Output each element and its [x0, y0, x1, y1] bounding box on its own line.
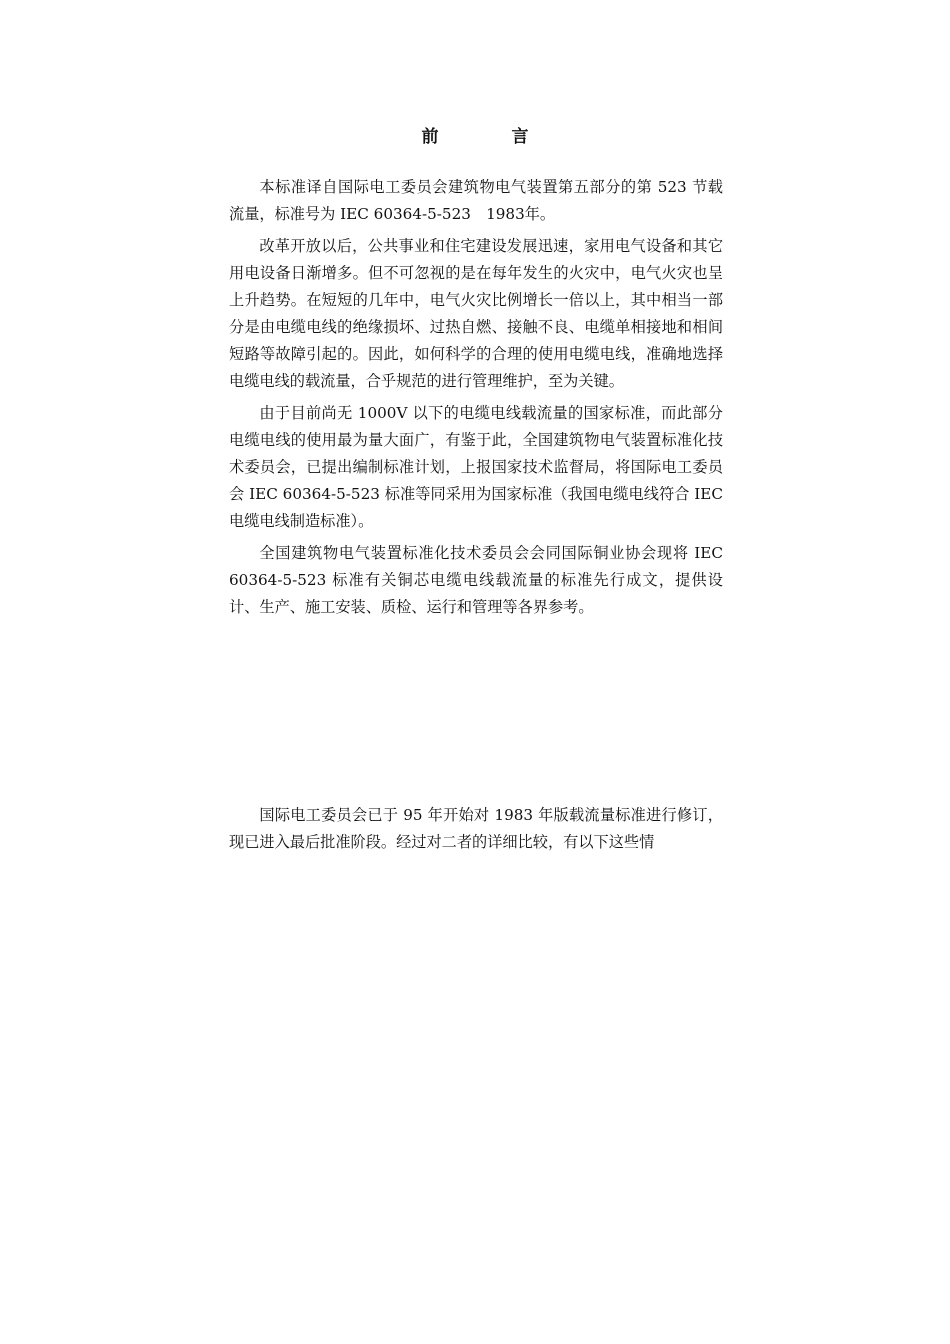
preface-body [229, 174, 723, 626]
page-title: 前 言 [421, 127, 557, 147]
paragraph-publication: 全国建筑物电气装置标准化技术委员会会同国际铜业协会现将 IEC 60364-5-523 标准有关铜芯电缆电线载流量的标准先行成文，提供设计、生产、施工安装、质检、运行和管理等各界参考。 [229, 544, 723, 616]
paragraph-background: 改革开放以后，公共事业和住宅建设发展迅速，家用电气设备和其它用电设备日渐增多。但不可忽视的是在每年发生的火灾中，电气火灾也呈上升趋势。在短短的几年中，电气火灾比例增长一倍以上，其中相当一部分是由电缆电线的绝缘损坏、过热自燃、接触不良、电缆单相接地和相间短路等故障引起的。因此，如何科学的合理的使用电缆电线，准确地选择电缆电线的载流量，合乎规范的进行管理维护，至为关键。 [229, 237, 723, 390]
paragraph-adoption: 由于目前尚无 1000V 以下的电缆电线载流量的国家标准，而此部分电缆电线的使用最为量大面广，有鉴于此，全国建筑物电气装置标准化技术委员会，已提出编制标准计划，上报国家技术监督局，将国际电工委员会 IEC 60364-5-523 标准等同采用为国家标准（我国电缆电线符合 IEC 电缆电线制造标准）。 [229, 404, 723, 530]
paragraph-revision: 国际电工委员会已于 95 年开始对 1983 年版载流量标准进行修订，现已进入最后批准阶段。经过对二者的详细比较，有以下这些情 [229, 806, 723, 851]
paragraph-source-standard: 本标准译自国际电工委员会建筑物电气装置第五部分的第 523 节载流量，标准号为 IEC 60364-5-523 1983年。 [229, 178, 723, 223]
revision-section [229, 802, 723, 861]
